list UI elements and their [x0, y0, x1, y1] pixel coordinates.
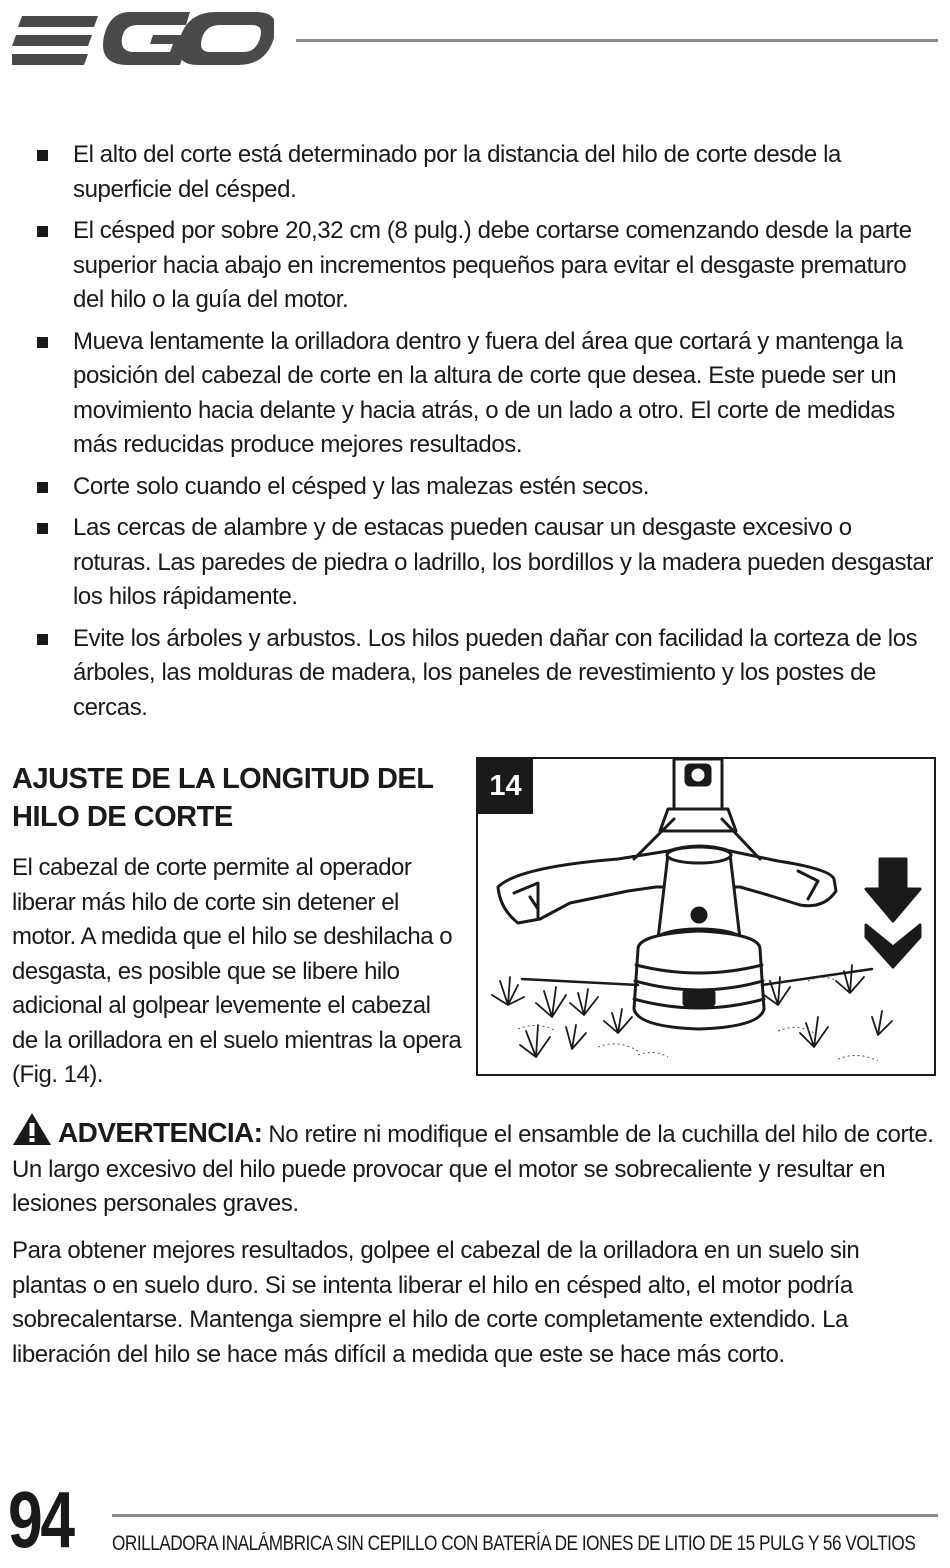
tips-list [0, 138, 950, 732]
warning-label: ADVERTENCIA: [58, 1117, 263, 1148]
warning-block [12, 1112, 937, 1222]
section-body: El cabezal de corte permite al operador liberar más hilo de corte sin detener el motor. A medida que el hilo se deshilacha o desgasta, es posible que se libere hilo adicional al golpear levemente el cabezal de la orilladora en el suelo mientras la opera (Fig. 14). [12, 854, 462, 1088]
list-item: Corte solo cuando el césped y las malezas estén secos. [0, 470, 950, 505]
figure-14 [476, 757, 936, 1076]
footer-title: ORILLADORA INALÁMBRICA SIN CEPILLO CON BATERÍA DE IONES DE LITIO DE 15 PULG Y 56 VOLTIOS [112, 1532, 916, 1555]
bullet-square-icon [37, 634, 48, 645]
list-item: Mueva lentamente la orilladora dentro y fuera del área que cortará y mantenga la posición del cabezal de corte en la altura de corte que desea. Este puede ser un movimiento hacia delante y hacia atrás, o de un lado a otro. El corte de medidas más reducidas produce mejores resultados. [0, 325, 950, 463]
figure-number: 14 [478, 759, 533, 814]
trimmer-head-tap-illustration [478, 759, 934, 1074]
bullet-square-icon [37, 482, 48, 493]
list-item: Evite los árboles y arbustos. Los hilos pueden dañar con facilidad la corteza de los árboles, las molduras de madera, los paneles de revestimiento y los postes de cercas. [0, 622, 950, 726]
warning-text: No retire ni modifique el ensamble de la cuchilla del hilo de corte. Un largo excesivo del hilo puede provocar que el motor se sobrecaliente y resultar en lesiones personales graves. [12, 1121, 934, 1217]
bullet-square-icon [37, 337, 48, 348]
page-number: 94 [8, 1475, 73, 1564]
bullet-square-icon [37, 523, 48, 534]
list-item: Las cercas de alambre y de estacas pueden causar un desgaste excesivo o roturas. Las paredes de piedra o ladrillo, los bordillos y la madera pueden desgastar los hilos rápidamente. [0, 511, 950, 615]
ego-logo [12, 8, 274, 70]
section-title: AJUSTE DE LA LONGITUD DEL HILO DE CORTE [12, 763, 433, 833]
header-rule [296, 39, 938, 42]
bullet-square-icon [37, 226, 48, 237]
bullet-square-icon [37, 150, 48, 161]
footer-rule [112, 1514, 938, 1517]
warning-triangle-icon [12, 1112, 52, 1146]
release-tips-paragraph: Para obtener mejores resultados, golpee el cabezal de la orilladora en un suelo sin plantas o en suelo duro. Si se intenta liberar el hilo en césped alto, el motor podría sobrecalentarse. Mantenga siempre el hilo de corte completamente extendido. La liberación del hilo se hace más difícil a medida que este se hace más corto. [12, 1237, 860, 1368]
list-item: El alto del corte está determinado por la distancia del hilo de corte desde la superficie del césped. [0, 138, 950, 207]
page-header [0, 0, 950, 80]
list-item: El césped por sobre 20,32 cm (8 pulg.) debe cortarse comenzando desde la parte superior hacia abajo en incrementos pequeños para evitar el desgaste prematuro del hilo o la guía del motor. [0, 214, 950, 318]
